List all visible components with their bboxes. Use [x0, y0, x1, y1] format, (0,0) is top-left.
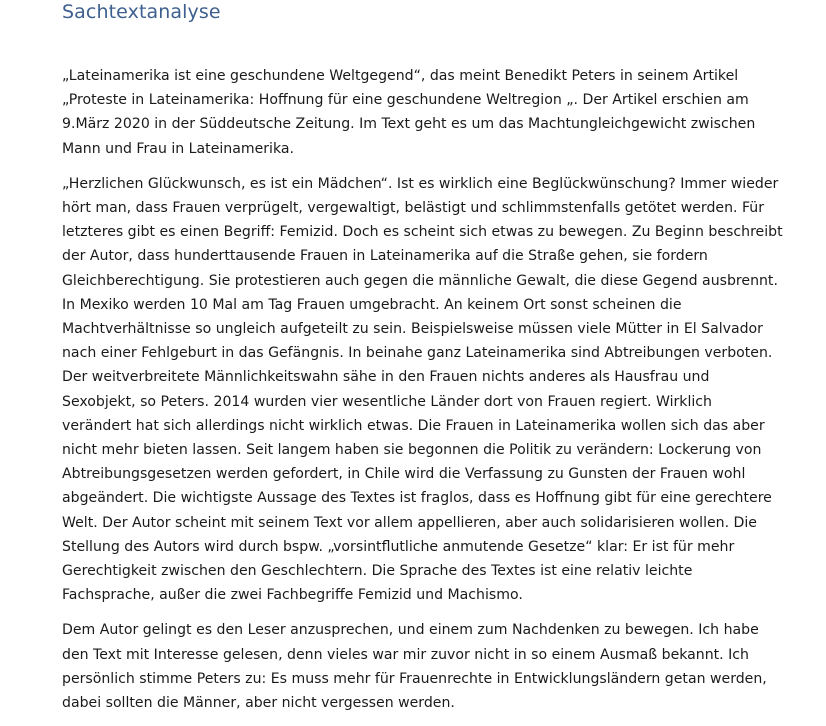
- text-line: Dem Autor gelingt es den Leser anzusprechen, und einem zum Nachdenken zu bewegen. Ich habe: [62, 622, 759, 639]
- text-line: Der weitverbreitete Männlichkeitswahn sähe in den Frauen nichts anderes als Hausfrau und: [62, 369, 710, 386]
- text-line: der Autor, dass hunderttausende Frauen in Lateinamerika auf die Straße gehen, sie fordern: [62, 248, 708, 265]
- text-line: letzteres gibt es einen Begriff: Femizid. Doch es scheint sich etwas zu bewegen. Zu Beginn beschreibt: [62, 224, 783, 241]
- text-line: Fachsprache, außer die zwei Fachbegriffe Femizid und Machismo.: [62, 587, 523, 604]
- paragraph-main: [62, 172, 792, 608]
- document-body: [62, 64, 792, 726]
- paragraph-introduction: [62, 64, 792, 161]
- text-line: In Mexiko werden 10 Mal am Tag Frauen umgebracht. An keinem Ort sonst scheinen die: [62, 296, 682, 313]
- text-line: Welt. Der Autor scheint mit seinem Text vor allem appellieren, aber auch solidarisieren wollen. Die: [62, 514, 757, 531]
- text-line: nicht mehr bieten lassen. Seit langem haben sie begonnen die Politik zu verändern: Lockerung von: [62, 442, 762, 459]
- text-line: abgeändert. Die wichtigste Aussage des Textes ist fraglos, dass es Hoffnung gibt für eine gerechtere: [62, 490, 772, 507]
- text-line: nach einer Fehlgeburt in das Gefängnis. In beinahe ganz Lateinamerika sind Abtreibungen verboten.: [62, 345, 773, 362]
- text-line: 9.März 2020 in der Süddeutsche Zeitung. Im Text geht es um das Machtungleichgewicht zwischen: [62, 116, 756, 133]
- text-line: Sexobjekt, so Peters. 2014 wurden vier wesentliche Länder dort von Frauen regiert. Wirklich: [62, 393, 712, 410]
- text-line: persönlich stimme Peters zu: Es muss mehr für Frauenrechte in Entwicklungsländern getan werden,: [62, 670, 767, 687]
- text-line: Gleichberechtigung. Sie protestieren auch gegen die männliche Gewalt, die diese Gegend ausbrennt.: [62, 272, 778, 289]
- text-line: „Proteste in Lateinamerika: Hoffnung für eine geschundene Weltregion „. Der Artikel erschien am: [62, 92, 749, 109]
- text-line: Abtreibungsgesetzen werden gefordert, in Chile wird die Verfassung zu Gunsten der Frauen wohl: [62, 466, 746, 483]
- text-line: Mann und Frau in Lateinamerika.: [62, 140, 294, 157]
- text-line: Machtverhältnisse so ungleich aufgeteilt zu sein. Beispielsweise müssen viele Mütter in El Salvador: [62, 321, 763, 338]
- text-line: dabei sollten die Männer, aber nicht vergessen werden.: [62, 695, 455, 712]
- text-line: hört man, dass Frauen verprügelt, vergewaltigt, belästigt und schlimmstenfalls getötet werden. Für: [62, 200, 765, 217]
- text-line: Stellung des Autors wird durch bspw. „vorsintflutliche anmutende Gesetze“ klar: Er ist für mehr: [62, 538, 735, 555]
- paragraph-conclusion: [62, 618, 792, 715]
- text-line: „Lateinamerika ist eine geschundene Weltgegend“, das meint Benedikt Peters in seinem Artikel: [62, 68, 739, 84]
- text-line: „Herzlichen Glückwunsch, es ist ein Mädchen“. Ist es wirklich eine Beglückwünschung? Immer wieder: [62, 175, 779, 192]
- text-line: den Text mit Interesse gelesen, denn vieles war mir zuvor nicht in so einem Ausmaß bekannt. Ich: [62, 646, 749, 663]
- text-line: Gerechtigkeit zwischen den Geschlechtern. Die Sprache des Textes ist eine relativ leichte: [62, 563, 693, 580]
- document-title: Sachtextanalyse: [62, 1, 221, 23]
- text-line: verändert hat sich allerdings nicht wirklich etwas. Die Frauen in Lateinamerika wollen sich das aber: [62, 417, 765, 434]
